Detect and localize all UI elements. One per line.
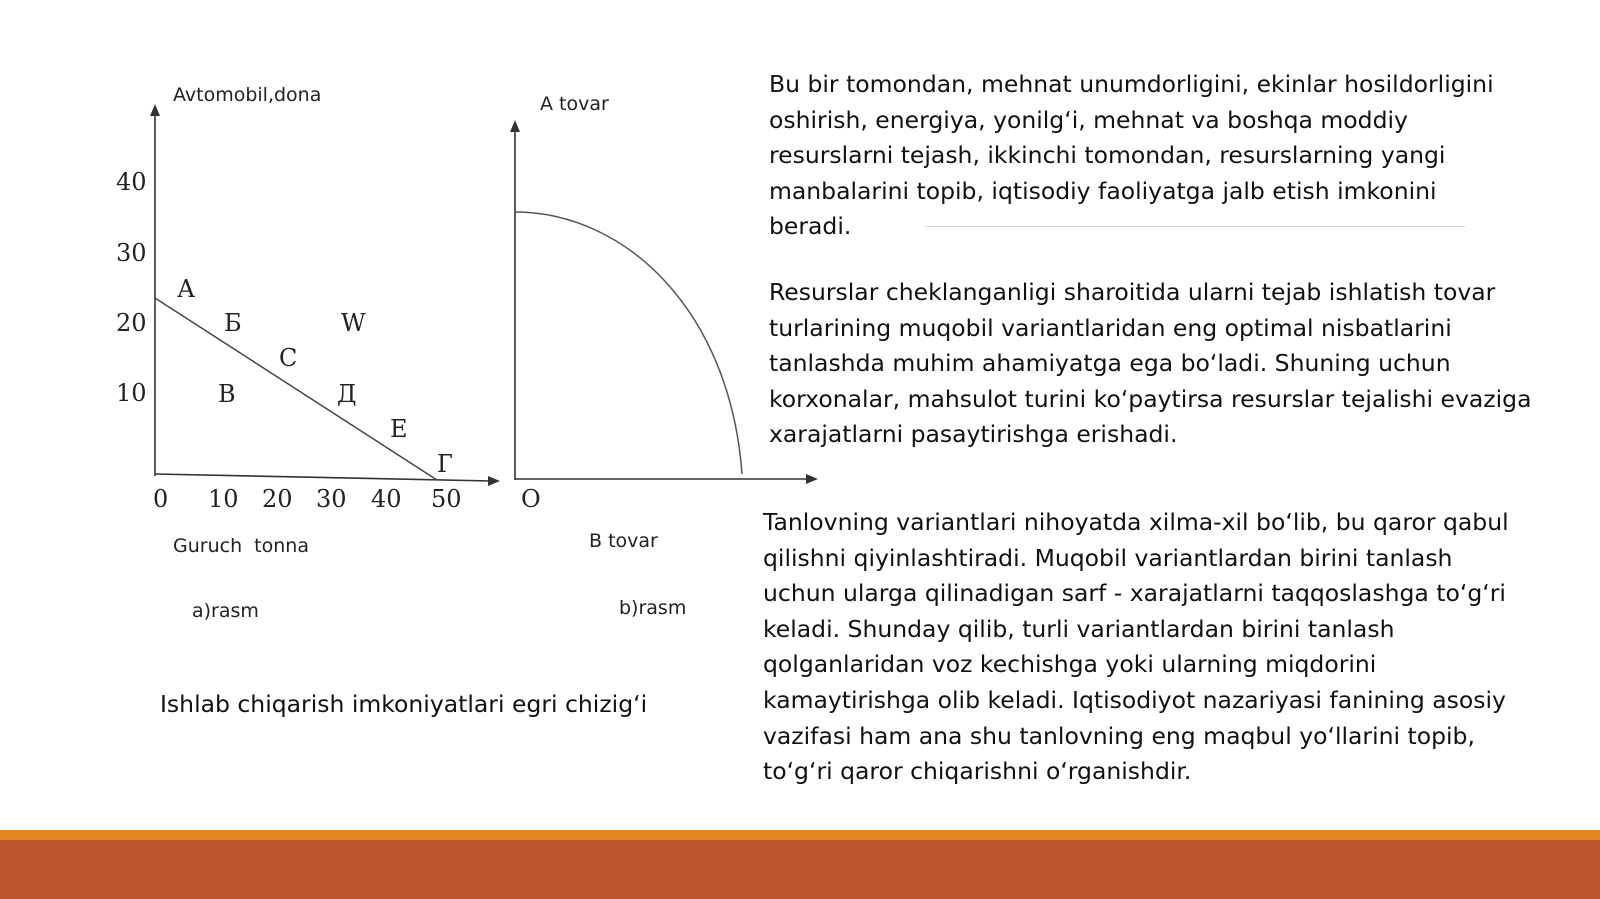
left-x-tick-30: 30: [316, 485, 347, 513]
right-x-axis-title: B tovar: [589, 530, 658, 552]
accent-bar-top: [0, 830, 1600, 840]
left-x-tick-10: 10: [208, 485, 239, 513]
point-label-b-cyr: Б: [224, 309, 242, 337]
left-x-axis-title: Guruch tonna: [173, 535, 309, 557]
figure-caption: Ishlab chiqarish imkoniyatlari egri chizig‘i: [160, 690, 648, 718]
left-y-arrow: [150, 104, 160, 116]
left-y-tick-10: 10: [116, 379, 147, 407]
right-y-arrow: [510, 120, 520, 132]
paragraph-2: Resurslar cheklanganligi sharoitida ularni tejab ishlatish tovar turlarining muqobil variantlaridan eng optimal nisbatlarini tanlashda muhim ahamiyatga ega bo‘ladi. Shuning uchun korxonalar, mahsulot turini ko‘paytirsa resurslar tejalishi evaziga xarajatlarni pasaytirishga erishadi.: [769, 278, 1532, 449]
point-label-g: Г: [437, 450, 453, 478]
left-chart: [150, 104, 500, 486]
left-ppf-line: [155, 298, 437, 480]
left-y-tick-30: 30: [116, 239, 147, 267]
right-ppf-curve: [515, 212, 742, 474]
left-x-tick-50: 50: [431, 485, 462, 513]
point-label-e: Е: [390, 415, 408, 443]
paragraph-3: Tanlovning variantlari nihoyatda xilma-xil bo‘lib, bu qaror qabul qilishni qiyinlashtiradi. Muqobil variantlardan birini tanlash uchun ularga qilinadigan sarf - xarajatlarni taqqoslashga to‘g‘ri keladi. Shunday qilib, turli variantlardan birini tanlash qolganlaridan voz kechishga yoki ularning miqdorini kamaytirishga olib keladi. Iqtisodiyot nazariyasi fanining asosiy vazifasi ham ana shu tanlovning eng maqbul yo‘llarini topib, to‘g‘ri qaror chiqarishni o‘rganishdir.: [763, 508, 1509, 786]
left-x-tick-20: 20: [262, 485, 293, 513]
paragraph-1: Bu bir tomondan, mehnat unumdorligini, ekinlar hosildorligini oshirish, energiya, yonilg‘i, mehnat va boshqa moddiy resurslarni tejash, ikkinchi tomondan, resurslarning yangi manbalarini topib, iqtisodiy faoliyatga jalb etish imkonini beradi.: [769, 70, 1494, 241]
left-y-tick-40: 40: [116, 168, 147, 196]
right-y-axis-title: A tovar: [540, 93, 609, 115]
production-possibility-figure: [0, 0, 830, 660]
right-origin-label: O: [521, 485, 541, 513]
point-label-v: В: [218, 380, 236, 408]
right-x-arrow: [806, 474, 818, 484]
left-sub-caption: a)rasm: [192, 600, 259, 622]
point-label-d: Д: [337, 380, 357, 408]
point-label-a: А: [177, 275, 196, 303]
left-x-tick-40: 40: [371, 485, 402, 513]
accent-bar-bottom: [0, 840, 1600, 899]
point-label-w: W: [341, 309, 366, 337]
left-x-tick-0: 0: [153, 485, 169, 513]
left-y-axis-title: Avtomobil,dona: [173, 84, 322, 106]
left-x-arrow: [488, 476, 500, 486]
left-y-tick-20: 20: [116, 309, 147, 337]
point-label-c: С: [279, 344, 298, 372]
right-sub-caption: b)rasm: [619, 597, 687, 619]
